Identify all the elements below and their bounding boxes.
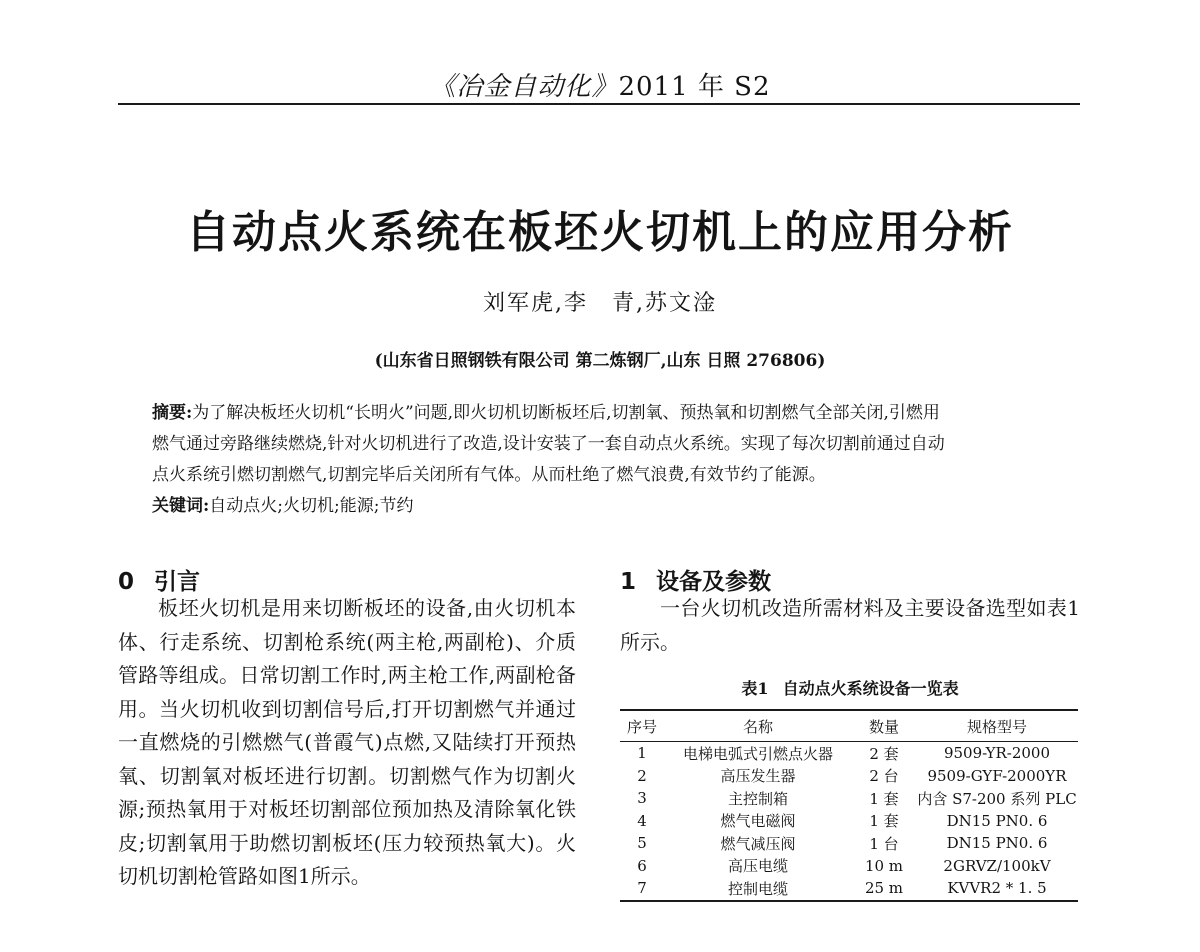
cell-quantity: 2 套 (869, 744, 899, 763)
cell-spec: 内含 S7-200 系列 PLC (917, 789, 1077, 808)
cell-name: 燃气电磁阀 (720, 812, 796, 831)
table-row (620, 787, 1078, 810)
table-row (620, 810, 1078, 833)
keywords-label: 关键词: (152, 496, 210, 516)
abstract-text-1: 为了解决板坯火切机“长明火”问题,即火切机切断板坯后,切割氧、预热氧和切割燃气全部关闭,引燃用 (192, 403, 940, 423)
table-header-row (620, 710, 1078, 742)
cell-spec: DN15 PN0. 6 (946, 811, 1048, 830)
table-row (620, 765, 1078, 788)
journal-issue: 2011 年 S2 (618, 72, 771, 102)
cell-name: 控制电缆 (664, 877, 852, 901)
table-caption-number: 表1 (741, 679, 769, 698)
table-row (620, 832, 1078, 855)
abstract (152, 398, 1052, 491)
table-row (620, 877, 1078, 901)
section-0-number: 0 (118, 569, 135, 595)
cell-name: 燃气减压阀 (720, 834, 796, 853)
journal-header (0, 66, 1200, 103)
header-cell-spec: 规格型号 (916, 710, 1078, 742)
abstract-line-2: 燃气通过旁路继续燃烧,针对火切机进行了改造,设计安装了一套自动点火系统。实现了每次切割前通过自动 (152, 434, 945, 454)
keywords (152, 491, 1052, 522)
cell-spec: 2GRVZ/100kV (943, 856, 1051, 875)
cell-quantity: 1 台 (869, 834, 899, 853)
header-cell-name: 名称 (664, 710, 852, 742)
cell-quantity: 1 套 (869, 812, 899, 831)
section-1-paragraph: 一台火切机改造所需材料及主要设备选型如表1所示。 (620, 596, 1080, 654)
cell-spec: 9509-YR-2000 (943, 744, 1051, 763)
cell-quantity: 25 m (852, 877, 916, 901)
journal-name: 《冶金自动化》 (429, 72, 619, 102)
cell-quantity: 10 m (864, 856, 904, 875)
cell-name: 电梯电弧式引燃点火器 (682, 744, 833, 763)
header-cell-index: 序号 (620, 710, 664, 742)
cell-spec: 9509-GYF-2000YR (927, 766, 1067, 785)
cell-index: 2 (637, 766, 647, 785)
authors: 刘军虎,李 青,苏文淦 (483, 291, 717, 316)
table-row (620, 855, 1078, 878)
section-0-paragraph: 板坯火切机是用来切断板坯的设备,由火切机本体、行走系统、切割枪系统(两主枪,两副枪)、介质管路等组成。日常切割工作时,两主枪工作,两副枪备用。当火切机收到切割信号后,打开切割燃气并通过一直燃烧的引燃燃气(普霞气)点燃,又陆续打开预热氧、切割氧对板坯进行切割。切割燃气作为切割火源;预热氧用于对板坯切割部位预加热及清除氧化铁皮;切割氧用于助燃切割板坯(压力较预热氧大)。火切机切割枪管路如图1所示。 (118, 596, 576, 888)
table-caption-title: 自动点火系统设备一览表 (782, 679, 959, 698)
section-1-title: 设备及参数 (656, 569, 771, 595)
abstract-line-3: 点火系统引燃切割燃气,切割完毕后关闭所有气体。从而杜绝了燃气浪费,有效节约了能源。 (152, 465, 826, 485)
paper-title: 自动点火系统在板坯火切机上的应用分析 (186, 207, 1014, 258)
cell-quantity: 1 套 (869, 789, 899, 808)
keywords-text: 自动点火;火切机;能源;节约 (209, 496, 414, 516)
equipment-table (620, 709, 1078, 902)
cell-index: 4 (637, 811, 647, 830)
header-cell-quantity: 数量 (852, 710, 916, 742)
cell-index: 5 (637, 834, 647, 853)
cell-spec: DN15 PN0. 6 (946, 834, 1048, 853)
section-1-number: 1 (620, 569, 637, 595)
table-caption (620, 676, 1080, 699)
section-0-title: 引言 (154, 569, 200, 595)
cell-index: 7 (620, 877, 664, 901)
table-row (620, 742, 1078, 765)
cell-name: 高压发生器 (720, 767, 796, 786)
cell-index: 1 (637, 744, 647, 763)
affiliation: (山东省日照钢铁有限公司 第二炼钢厂,山东 日照 276806) (374, 351, 826, 371)
abstract-line-1 (152, 398, 1052, 429)
cell-index: 3 (637, 789, 647, 808)
cell-quantity: 2 台 (869, 767, 899, 786)
header-rule (118, 103, 1080, 105)
cell-name: 主控制箱 (727, 789, 788, 808)
abstract-label: 摘要: (152, 403, 193, 423)
cell-index: 6 (637, 856, 647, 875)
cell-name: 高压电缆 (727, 857, 788, 876)
cell-spec: KVVR2 * 1. 5 (916, 877, 1078, 901)
